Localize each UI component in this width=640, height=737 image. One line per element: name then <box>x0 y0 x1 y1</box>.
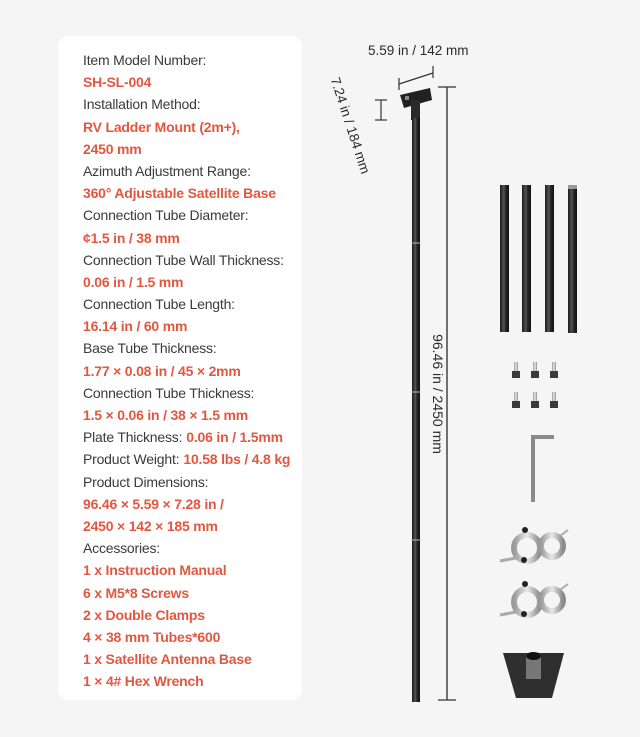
connection-tubes <box>500 185 577 333</box>
screw <box>531 362 539 378</box>
screw <box>550 392 558 408</box>
width-dimension-label: 5.59 in / 142 mm <box>368 43 469 58</box>
spec-value-tube-diameter: ¢1.5 in / 38 mm <box>83 229 180 246</box>
connection-tube <box>522 185 531 332</box>
spec-label-dimensions: Product Dimensions: <box>83 473 209 490</box>
spec-value-model: SH-SL-004 <box>83 74 152 91</box>
spec-value-connection-thickness: 1.5 × 0.06 in / 38 × 1.5 mm <box>83 407 249 423</box>
spec-label-tube-length: Connection Tube Length: <box>83 296 235 313</box>
screw <box>512 362 520 378</box>
spec-value-base-tube: 1.77 × 0.08 in / 45 × 2mm <box>83 362 241 379</box>
width-dimension-marker <box>399 66 433 90</box>
connection-tube <box>568 185 577 333</box>
connection-tube <box>500 185 509 332</box>
accessory-item: 1 x Satellite Antenna Base <box>83 651 252 668</box>
satellite-pole <box>400 88 432 702</box>
screw <box>550 362 558 378</box>
spec-value-wall-thickness: 0.06 in / 1.5 mm <box>83 273 184 290</box>
spec-value-installation: RV Ladder Mount (2m+), <box>83 118 240 135</box>
accessory-item: 6 x M5*8 Screws <box>83 584 189 601</box>
double-clamp <box>500 527 568 563</box>
depth-dimension-marker <box>375 100 387 120</box>
accessory-item: 1 x Instruction Manual <box>83 562 227 579</box>
spec-value-tube-length: 16.14 in / 60 mm <box>83 318 188 335</box>
spec-value-dimensions: 96.46 × 5.59 × 7.28 in / <box>83 495 224 512</box>
satellite-antenna-base <box>503 652 564 698</box>
spec-value-plate: 0.06 in / 1.5mm <box>186 429 283 446</box>
spec-label-connection-thickness: Connection Tube Thickness: <box>83 384 255 401</box>
spec-label-accessories: Accessories: <box>83 540 160 557</box>
spec-label-azimuth: Azimuth Adjustment Range: <box>83 162 251 179</box>
spec-value-dimensions-2: 2450 × 142 × 185 mm <box>83 517 218 534</box>
height-dimension-label: 96.46 in / 2450 mm <box>429 334 446 454</box>
spec-label-base-tube: Base Tube Thickness: <box>83 340 217 357</box>
screws <box>512 362 558 408</box>
screw <box>531 392 539 408</box>
spec-value-installation-2: 2450 mm <box>83 140 142 157</box>
depth-dimension-label: 7.24 in / 184 mm <box>327 75 373 176</box>
spec-label-model: Item Model Number: <box>83 52 207 68</box>
screw <box>512 392 520 408</box>
spec-value-weight: 10.58 lbs / 4.8 kg <box>183 451 291 468</box>
accessory-item: 4 × 38 mm Tubes*600 <box>83 628 221 645</box>
spec-label-wall-thickness: Connection Tube Wall Thickness: <box>83 251 284 268</box>
double-clamp <box>500 581 568 617</box>
accessory-item: 1 × 4# Hex Wrench <box>83 673 204 690</box>
accessory-item: 2 x Double Clamps <box>83 606 205 623</box>
spec-label-plate: Plate Thickness: <box>83 429 183 446</box>
connection-tube <box>545 185 554 332</box>
spec-label-tube-diameter: Connection Tube Diameter: <box>83 207 249 224</box>
spec-label-weight: Product Weight: <box>83 451 180 468</box>
spec-value-azimuth: 360° Adjustable Satellite Base <box>83 185 276 202</box>
hex-wrench <box>533 437 552 500</box>
spec-label-installation: Installation Method: <box>83 96 201 113</box>
